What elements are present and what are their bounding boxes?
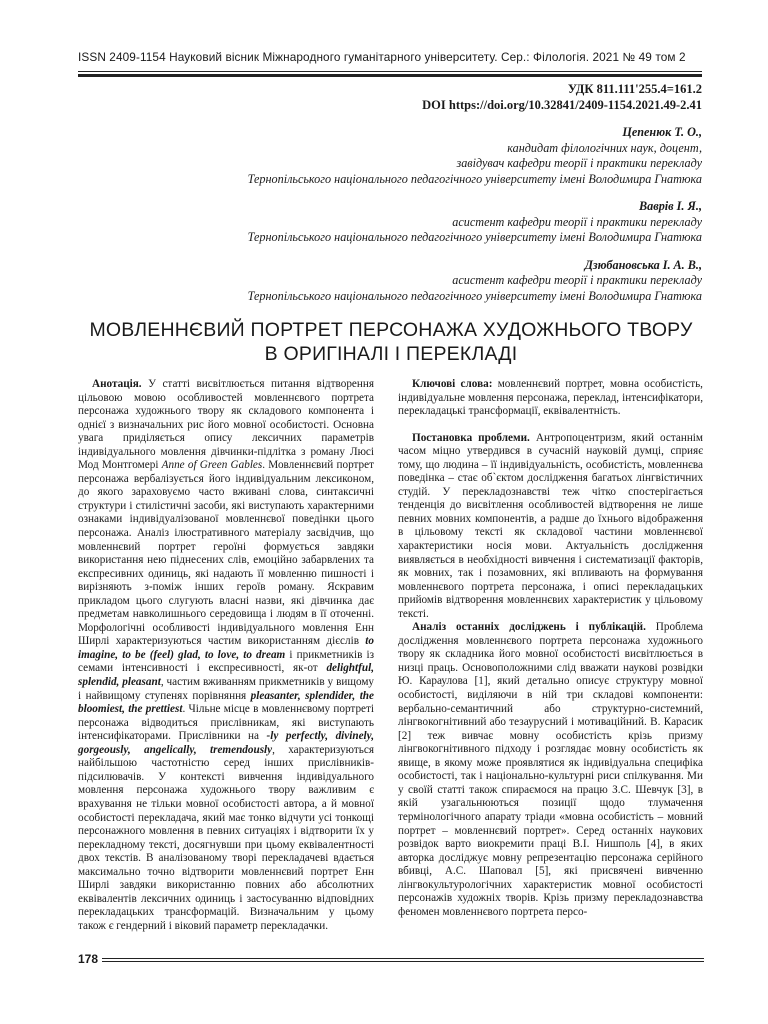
abstract-text: , характеризуються найбільшою частотністю серед інших прислівників-підсилювачів. У контексті вивчення індивідуального мовлення персонажа художнього твору важливим є врахування не тільки мовної особистості автора, а й мовної особистості перекладача, який має тонко відчути усі тонкощі персонажного мовлення в певних ситуаціях і відтворити їх у перекладному тексті, досягнувши при цьому еквівалентності двох текстів. В аналізованому творі перекладачеві вдається максимально точно відтворити мовленнєвий портрет Енн Ширлі завдяки використанню повних або абсолютних еквівалентів лексичних одиниць і застосуванню відповідних перекладацьких трансформацій. Визначальним у цьому також є гендерний і віковий параметр перекладачки. [78, 743, 374, 932]
right-column [398, 378, 703, 919]
example-adjectives: delightful, splendid, pleasant [78, 662, 374, 689]
abstract-text: У статті висвітлюється питання відтворення цільовою мовою особливостей мовленнєвого портрета персонажа художнього твору як складового компонента і однієї з визначальних рис його мовної особистості. Основна увага приділяється опису лексичних параметрів індивідуального мовлення дівчинки-підлітка з роману Люсі Мод Монтгомері [78, 378, 374, 472]
author-name: Ваврів І. Я., [639, 199, 702, 213]
title-line: В ОРИГІНАЛІ І ПЕРЕКЛАДІ [264, 343, 518, 365]
analysis-text: Проблема дослідження мовленнєвого портрета персонажа художнього твору як складника його мовної особистості висвітлюється в низці праць. Основоположними слід вважати наукові розвідки Ю. Караулова [1], який детально описує структуру мовної особистості, виділяючи в ній три складові компоненти: вербально-семантичний або структурно-системний, лінгвокогнітивний або тезаурусний і мотиваційний. В. Карасик [2] теж вивчає мовну особистість крізь призму лінгвокогнітивного підходу і розглядає мовну особистість як явище, в якому може проявлятися як індивідуальна специфіка особистості, так і національно-культурні риси спілкування. Ми у своїй статті також спираємося на працю З.С. Шевчук [3], в якій узагальнюються позиції щодо тлумачення термінологічного апарату тріади «мовна особистість – мовний портрет – мовленнєвий портрет». Серед останніх наукових розвідок варто виокремити праці В.І. Нишполь [4], в яких авторка досліджує мовну репрезентацію персонажа серійного вбивці, А.С. Шаповал [5], які присвячені вивченню лінгвокультурологічних характеристик мовної особистості персонажів художніх творів. Крізь призму перекладознавства феномен мовленнєвого портрета персо- [398, 621, 703, 918]
footer-rule-double [102, 961, 704, 962]
problem-text: Антропоцентризм, який останнім часом міцно утвердився в сучасній науковій думці, сприяє тому, що людина – її індивідуальність, особистість, мовленнєва поведінка – стає об`єктом дослідження багатьох лінгвістичних студій. У перекладознавстві теж чітко спостерігається тенденція до висвітлення особливостей відтворення не лише певних мовних компонентів, а радше до їхнього відображення в цільовому тексті як складової частини мовленнєвої характеристики носія мови. Актуальність дослідження виявляється в необхідності вивчення і систематизації факторів, як мовних, так і позамовних, які впливають на формування мовленнєвого портрета персонажа, і описі перекладацьких прийомів відтворення мовленнєвих характеристик у цільовому тексті. [398, 431, 703, 620]
example-degrees: pleasanter, splendider, the bloomiest, the prettiest [78, 689, 374, 716]
title-line: МОВЛЕННЄВИЙ ПОРТРЕТ ПЕРСОНАЖА ХУДОЖНЬОГО ТВОРУ [89, 319, 693, 341]
page-number: 178 [78, 952, 99, 966]
abstract-paragraph [78, 378, 374, 933]
udk-code: УДК 811.111'255.4=161.2 [567, 82, 702, 96]
analysis-paragraph [398, 621, 703, 919]
example-adverbs: -ly perfectly, divinely, gorgeously, angelically, tremendously [78, 730, 374, 756]
abstract-text: . Мовленнєвий портрет персонажа вербалізується його індивідуальним лексиконом, до якого зараховуємо часто вживані слова, синтаксичні структури і стилістичні засоби, які виступають характерними ознаками індивідуалізованої мовленнєвої поведінки цього персонажа. Аналіз ілюстративного матеріалу засвідчив, що мовленнєвий портрет героїні формується завдяки використання нею піднесених слів, емоційно забарвлених та експресивних одиниць, які надають її мовленню пишності і вирізняють з-поміж інших героїв роману. Яскравим прикладом цього слугують власні назви, які дівчинка дає предметам навколишнього середовища і людям в її оточенні. Морфологічні особливості індивідуального мовлення Енн Ширлі характеризуються частим використанням дієслів [78, 459, 374, 648]
header-rule [78, 71, 702, 72]
problem-paragraph [398, 432, 703, 622]
author-affiliation: Тернопільського національного педагогічного університету імені Володимира Гнатюка [247, 288, 702, 303]
header-rule-thick [78, 74, 702, 77]
example-verbs: to imagine, to be (feel) glad, to love, to dream [78, 635, 374, 661]
author-block [82, 125, 702, 316]
running-header: ISSN 2409-1154 Науковий вісник Міжнародного гуманітарного університету. Сер.: Філологія. 2021 № 49 том 2 [78, 50, 686, 64]
author-affiliation: асистент кафедри теорії і практики перекладу [452, 214, 702, 229]
abstract-text: , частим вживанням прикметників у вищому і найвищому ступенях порівняння [78, 676, 375, 702]
author-affiliation: кандидат філологічних наук, доцент, [507, 140, 702, 155]
author-3 [82, 258, 702, 305]
left-column [78, 378, 374, 933]
author-affiliation: Тернопільського національного педагогічного університету імені Володимира Гнатюка [247, 171, 702, 186]
author-affiliation: Тернопільського національного педагогічного університету імені Володимира Гнатюка [247, 230, 702, 244]
author-affiliation: завідувач кафедри теорії і практики перекладу [456, 156, 702, 170]
book-title: Anne of Green Gables [161, 459, 263, 472]
article-title [78, 318, 704, 366]
doi-link[interactable]: DOI https://doi.org/10.32841/2409-1154.2021.49-2.41 [422, 98, 702, 112]
keywords-paragraph [398, 378, 703, 419]
keywords-label: Ключові слова: [412, 378, 493, 390]
abstract-text: і прикметників із семами інтенсивності і експресивності, як-от [78, 648, 375, 675]
footer-rule [102, 958, 704, 959]
abstract-text: . Чільне місце в мовленнєвому портреті персонажа відводиться прислівникам, які виступають інтенсифікаторами. Прислівники на [78, 703, 375, 743]
analysis-label: Аналіз останніх досліджень і публікацій. [412, 621, 646, 634]
problem-label: Постановка проблеми. [412, 431, 530, 444]
author-name: Цепенюк Т. О., [622, 125, 702, 139]
abstract-label: Анотація. [92, 378, 142, 390]
author-2 [82, 199, 702, 246]
author-name: Дзюбановська І. А. В., [584, 257, 702, 272]
keywords-text: мовленнєвий портрет, мовна особистість, індивідуальне мовлення персонажа, переклад, інтенсифікатори, перекладацькі трансформації, еквівалентність. [398, 378, 703, 418]
author-affiliation: асистент кафедри теорії і практики перекладу [452, 273, 702, 287]
author-1 [82, 125, 702, 187]
